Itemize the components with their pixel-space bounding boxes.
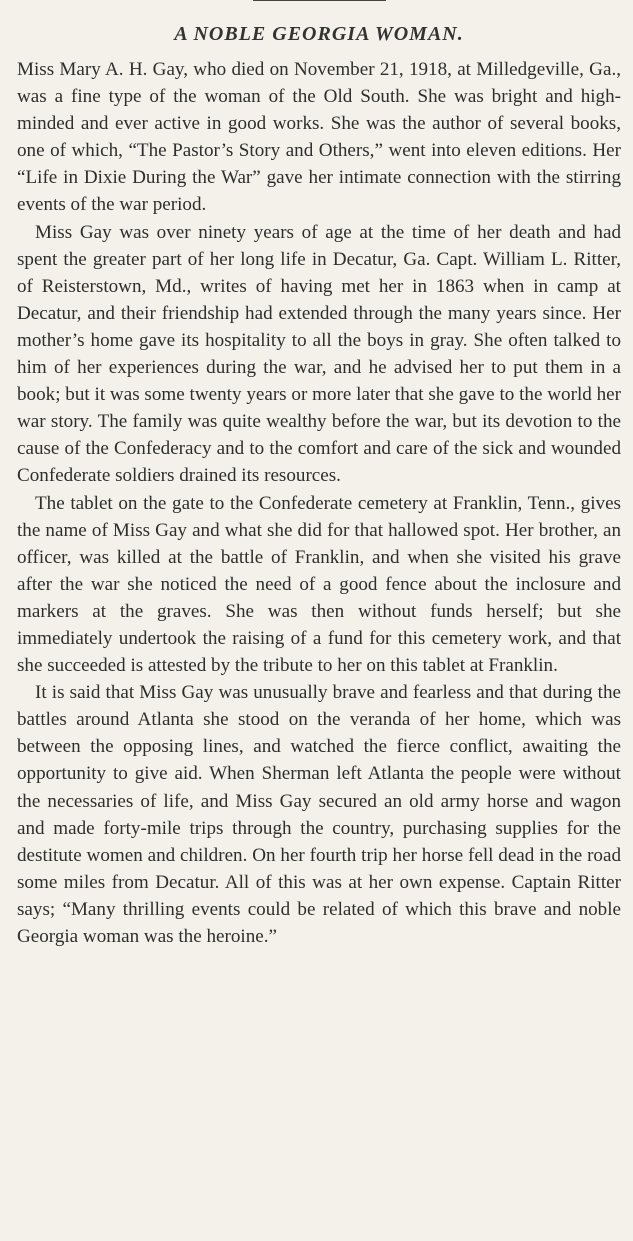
paragraph-3: The tablet on the gate to the Confederate cemetery at Franklin, Tenn., gives the name of Miss Gay and what she did for that hallowed spot. Her brother, an officer, was killed at the battle of Franklin, and when she visited his grave after the war she noticed the need of a good fence about the inclosure and markers at the graves. She was then without funds herself; but she immediately undertook the raising of a fund for this cemetery work, and that she succeeded is attested by the tribute to her on this tablet at Franklin. [17,492,621,677]
paragraph-4: It is said that Miss Gay was unusually brave and fearless and that during the battles around Atlanta she stood on the veranda of her home, which was between the opposing lines, and watched the fierce conflict, awaiting the opportunity to give aid. When Sherman left Atlanta the people were without the necessaries of life, and Miss Gay secured an old army horse and wagon and made forty-mile trips through the country, purchasing supplies for the destitute women and children. On her fourth trip her horse fell dead in the road some miles from Decatur. All of this was at her own expense. Captain Ritter says; “Many thrilling events could be related of which this brave and noble Georgia woman was the heroine.” [17,682,621,947]
paragraph-1: Miss Mary A. H. Gay, who died on November 21, 1918, at Milledgeville, Ga., was a fine type of the woman of the Old South. She was bright and high-minded and ever active in good works. She was the author of several books, one of which, “The Pastor’s Story and Others,” went into eleven editions. Her “Life in Dixie During the War” gave her intimate connection with the stirring events of the war period. [17,59,621,216]
article-title: A NOBLE GEORGIA WOMAN. [174,23,464,45]
article [17,22,621,950]
paragraph-2: Miss Gay was over ninety years of age at the time of her death and had spent the greater part of her long life in Decatur, Ga. Capt. William L. Ritter, of Reisterstown, Md., writes of having met her in 1863 when in camp at Decatur, and their friendship had extended through the many years since. Her mother’s home gave its hospitality to all the boys in gray. She often talked to him of her experiences during the war, and he advised her to put them in a book; but it was some twenty years or more later that she gave to the world her war story. The family was quite wealthy before the war, but its devotion to the cause of the Confederacy and to the comfort and care of the sick and wounded Confederate soldiers drained its resources. [17,221,621,487]
top-divider-rule [253,0,386,1]
